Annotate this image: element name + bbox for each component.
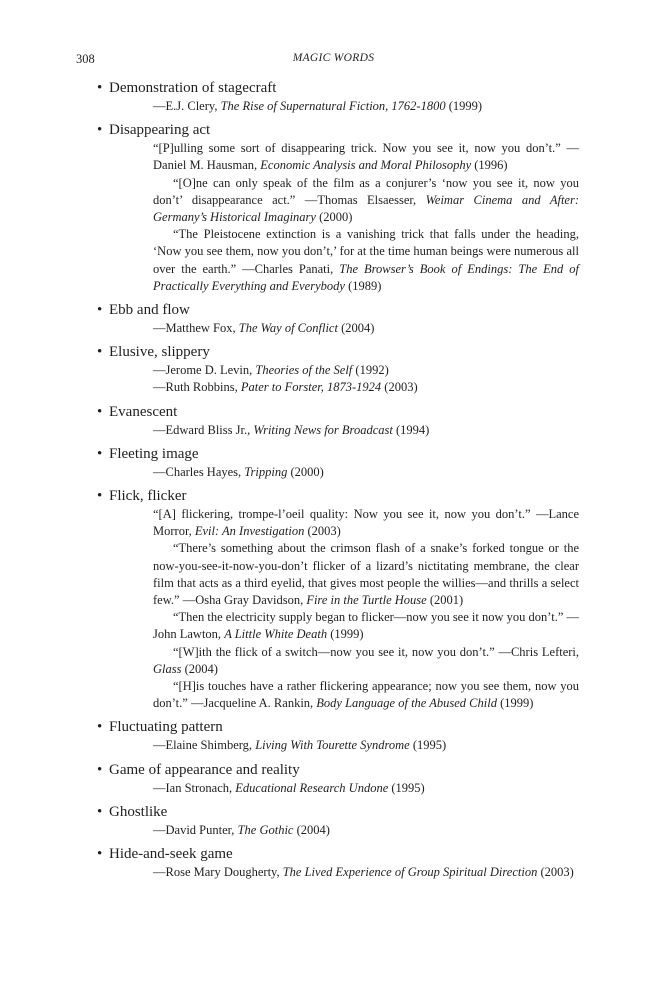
running-title: MAGIC WORDS [292,52,375,64]
quote-title: A Little White Death [224,627,328,642]
citation-title: The Rise of Supernatural Fiction, 1762-1800 [220,99,446,113]
term-text: Fleeting image [109,445,199,462]
quote-text: “[O]ne can only speak of the film as a conjurer’s ‘now you see it, now you don’t’ disappearance act.” [153,175,579,207]
quote-author: Thomas Elsaesser, [317,192,426,207]
bullet-icon: • [97,344,103,361]
citation [0,422,667,439]
citation-year: (1992) [352,363,389,378]
citation-title: The Way of Conflict [238,321,338,336]
entry-list [0,79,667,887]
citation-title: Theories of the Self [255,363,353,378]
quote-year: (2003) [304,524,341,539]
entry-term [0,487,667,506]
citation-year: (1995) [409,738,447,753]
citation-year: (2004) [293,822,330,837]
entry [0,301,667,337]
quote-title: Glass [153,661,182,676]
term-text: Flick, flicker [109,488,187,505]
quote-source [180,593,464,607]
citation-year: (1994) [392,422,430,437]
citation [0,864,667,881]
citation [0,362,667,379]
quote-author: Charles Panati, [254,261,340,276]
entry-term [0,845,667,864]
page-number: 308 [76,52,95,66]
quote-title: Economic Analysis and Moral Philosophy [260,158,472,173]
quote-title: Weimar Cinema and After: Germany’s Historical Imaginary [153,192,580,225]
quote-text: “[A] flickering, trompe-l’oeil quality: Now you see it, now you don’t.” [153,507,531,522]
entry-term [0,445,667,464]
term-text: Ebb and flow [109,302,190,319]
entry [0,403,667,439]
bullet-icon: • [97,846,103,863]
citation-author: Charles Hayes, [165,464,245,479]
quote-author: Daniel M. Hausman, [153,158,261,173]
bullet-icon: • [97,803,103,820]
citation-title: Educational Research Undone [235,780,389,795]
quote-year: (1999) [496,696,534,711]
citation-year: (1995) [388,780,425,795]
entry [0,445,667,481]
quote-year: (1996) [471,158,508,173]
quote-author: Chris Lefteri, [510,644,580,659]
bullet-icon: • [97,719,103,736]
entry [0,761,667,797]
citation [0,780,667,797]
quote-year: (2000) [315,210,353,225]
quote-paragraph [153,175,579,227]
quote-text: “The Pleistocene extinction is a vanishing trick that falls under the heading, ‘Now you see them, now you don’t,’ for at the time human beings were numerous all over the earth.” [153,227,579,276]
citation [0,379,667,396]
citation-title: Pater to Forster, 1873-1924 [240,380,382,395]
citation-year: (2003) [381,380,418,395]
quote-year: (1989) [344,278,382,293]
citation-author: Rose Mary Dougherty, [165,865,283,880]
quote-title: Evil: An Investigation [194,524,305,539]
quote-text: “Then the electricity supply began to flicker—now you see it now you don’t.” [173,610,564,625]
entry-term [0,403,667,422]
entry [0,487,667,712]
quote-paragraph [153,609,579,643]
bullet-icon: • [97,403,103,420]
quote-author: John Lawton, [153,627,225,642]
term-text: Disappearing act [109,122,211,139]
citation-title: Writing News for Broadcast [253,422,393,437]
entry [0,718,667,754]
entry [0,121,667,295]
quote-title: The Browser’s Book of Endings: The End of Practically Everything and Everybody [153,261,579,293]
bullet-icon: • [97,761,103,778]
bullet-icon: • [97,488,103,505]
citation-author: Ruth Robbins, [165,380,241,395]
term-text: Game of appearance and reality [109,761,300,778]
entry-term [0,121,667,140]
quote-paragraph [153,540,579,609]
term-text: Fluctuating pattern [109,719,223,736]
quote-paragraph [153,226,579,295]
citation [0,737,667,754]
entry [0,803,667,839]
entry-term [0,761,667,780]
citation [0,320,667,337]
quote-year: (2004) [181,661,218,676]
bullet-icon: • [97,80,103,96]
quote-text: “[W]ith the flick of a switch—now you see it, now you don’t.” [173,644,495,659]
citation-year: (2004) [337,321,375,336]
citation-author: Jerome D. Levin, [165,363,256,378]
quote-paragraph [153,644,579,678]
bullet-icon: • [97,122,103,139]
citation-author: David Punter, [165,822,238,837]
quote-year: (2001) [426,593,464,608]
quote-text: “[P]ulling some sort of disappearing trick. Now you see it, now you don’t.” [153,141,561,156]
entry-term [0,718,667,737]
term-text: Hide-and-seek game [109,846,233,863]
quote-paragraph [153,506,579,540]
citation-title: The Lived Experience of Group Spiritual Direction [282,865,538,880]
citation [0,464,667,481]
entry [0,343,667,396]
citation-title: Living With Tourette Syndrome [255,738,410,753]
entry [0,845,667,881]
term-text: Demonstration of stagecraft [109,80,277,96]
citation [0,822,667,839]
page-header [0,52,667,72]
bullet-icon: • [97,445,103,462]
citation-author: Ian Stronach, [165,780,236,795]
quote-title: Fire in the Turtle House [306,593,427,608]
entry-term [0,343,667,362]
term-text: Evanescent [109,403,178,420]
quote-paragraph [153,678,579,712]
citation-title: The Gothic [237,822,294,837]
quote-author: Lance Morror, [153,507,580,539]
term-text: Ghostlike [109,803,168,820]
entry-term [0,301,667,320]
quote-text: “[H]is touches have a rather flickering appearance; now you see them, now you don’t.” [153,679,579,711]
term-text: Elusive, slippery [109,344,210,361]
quote-author: Jacqueline A. Rankin, [203,696,317,711]
entry [0,79,667,115]
citation-author: Elaine Shimberg, [165,738,256,753]
citation-author: Matthew Fox, [165,321,239,336]
quote-source [188,696,534,710]
citation-year: (1999) [445,99,483,113]
citation-author: E.J. Clery, [165,99,221,113]
quote-text: “There’s something about the crimson flash of a snake’s forked tongue or the now-you-see-it-now-you-don’t flicker of a lizard’s nictitating membrane, the clear film that acts as a third eyelid, that gives most people the willies—and thrills a select few.” [153,541,579,608]
quote-paragraph [153,140,579,174]
quote-author: Osha Gray Davidson, [195,593,307,608]
bullet-icon: • [97,302,103,319]
citation-year: (2003) [537,865,574,880]
citation-author: Edward Bliss Jr., [165,422,254,437]
quote-year: (1999) [327,627,364,642]
citation-title: Tripping [244,464,288,479]
citation-year: (2000) [287,464,324,479]
quote-title: Body Language of the Abused Child [316,696,497,711]
entry-term [0,79,667,98]
entry-term [0,803,667,822]
citation [0,98,667,115]
